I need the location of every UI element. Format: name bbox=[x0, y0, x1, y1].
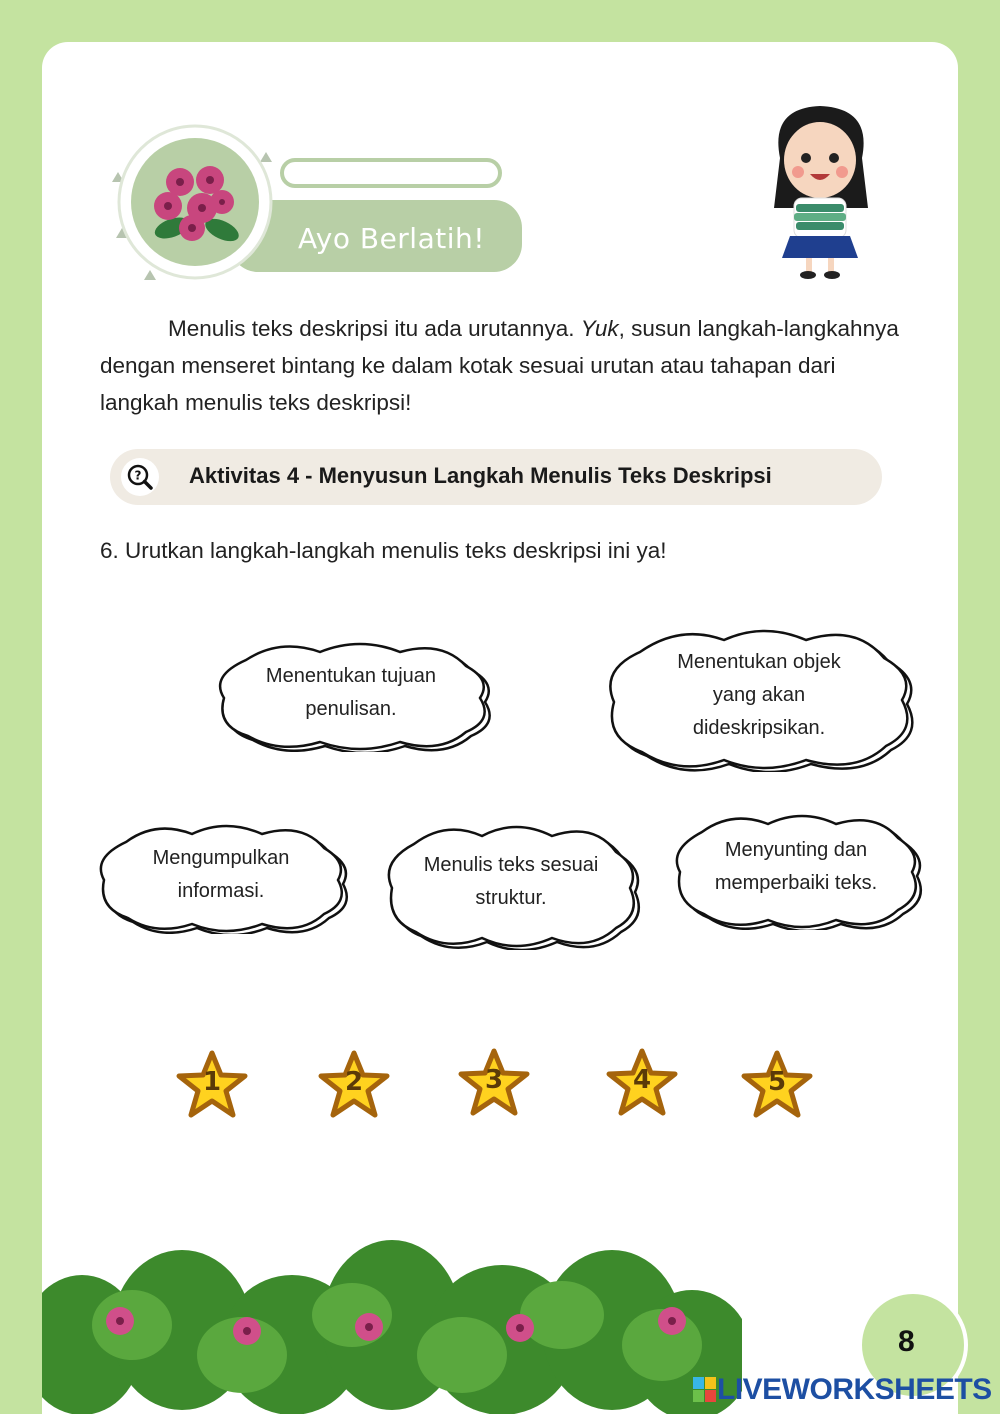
liveworksheets-logo bbox=[693, 1372, 992, 1408]
step-cloud[interactable] bbox=[600, 626, 918, 772]
intro-text-2: , susun langkah-langkahnya dengan menseret bintang ke dalam kotak sesuai urutan atau tahapan dari langkah menulis teks deskripsi! bbox=[100, 316, 899, 415]
girl-with-books-illustration bbox=[760, 98, 880, 283]
step-text: Menentukan tujuan penulisan. bbox=[265, 665, 437, 720]
star-number: 5 bbox=[767, 1067, 787, 1097]
star-token-5[interactable] bbox=[741, 1050, 813, 1120]
intro-text-1: Menulis teks deskripsi itu ada urutannya. bbox=[168, 316, 581, 341]
activity-header bbox=[110, 449, 882, 505]
intro-text-italic: Yuk bbox=[580, 316, 619, 341]
step-cloud[interactable] bbox=[92, 822, 350, 934]
instructions-paragraph bbox=[100, 310, 910, 421]
step-text: Menentukan objek yang akan dideskripsikan. bbox=[677, 650, 841, 739]
star-number: 1 bbox=[202, 1067, 222, 1097]
badge-title: Ayo Berlatih! bbox=[298, 222, 485, 255]
activity-title: Aktivitas 4 - Menyusun Langkah Menulis Teks Deskripsi bbox=[189, 463, 772, 488]
step-text: Menyunting dan memperbaiki teks. bbox=[714, 839, 878, 894]
step-text: Menulis teks sesuai struktur. bbox=[423, 854, 599, 909]
step-cloud[interactable] bbox=[210, 640, 492, 752]
question-text: 6. Urutkan langkah-langkah menulis teks deskripsi ini ya! bbox=[100, 538, 667, 563]
step-cloud[interactable] bbox=[380, 822, 642, 950]
liveworksheets-logo-icon bbox=[693, 1375, 717, 1405]
step-text: Mengumpulkan informasi. bbox=[152, 847, 290, 902]
star-token-3[interactable] bbox=[458, 1048, 530, 1118]
page-number: 8 bbox=[898, 1325, 915, 1358]
star-number: 4 bbox=[632, 1065, 652, 1095]
star-number: 3 bbox=[484, 1065, 504, 1095]
star-token-4[interactable] bbox=[606, 1048, 678, 1118]
star-number: 2 bbox=[344, 1067, 364, 1097]
liveworksheets-brand: LIVEWORKSHEETS bbox=[717, 1373, 992, 1406]
star-token-1[interactable] bbox=[176, 1050, 248, 1120]
search-question-icon bbox=[120, 457, 160, 497]
step-cloud[interactable] bbox=[668, 812, 924, 930]
star-token-2[interactable] bbox=[318, 1050, 390, 1120]
svg-text:?: ? bbox=[134, 468, 142, 483]
header-badge bbox=[110, 120, 530, 290]
bushes-decoration bbox=[42, 1235, 742, 1414]
